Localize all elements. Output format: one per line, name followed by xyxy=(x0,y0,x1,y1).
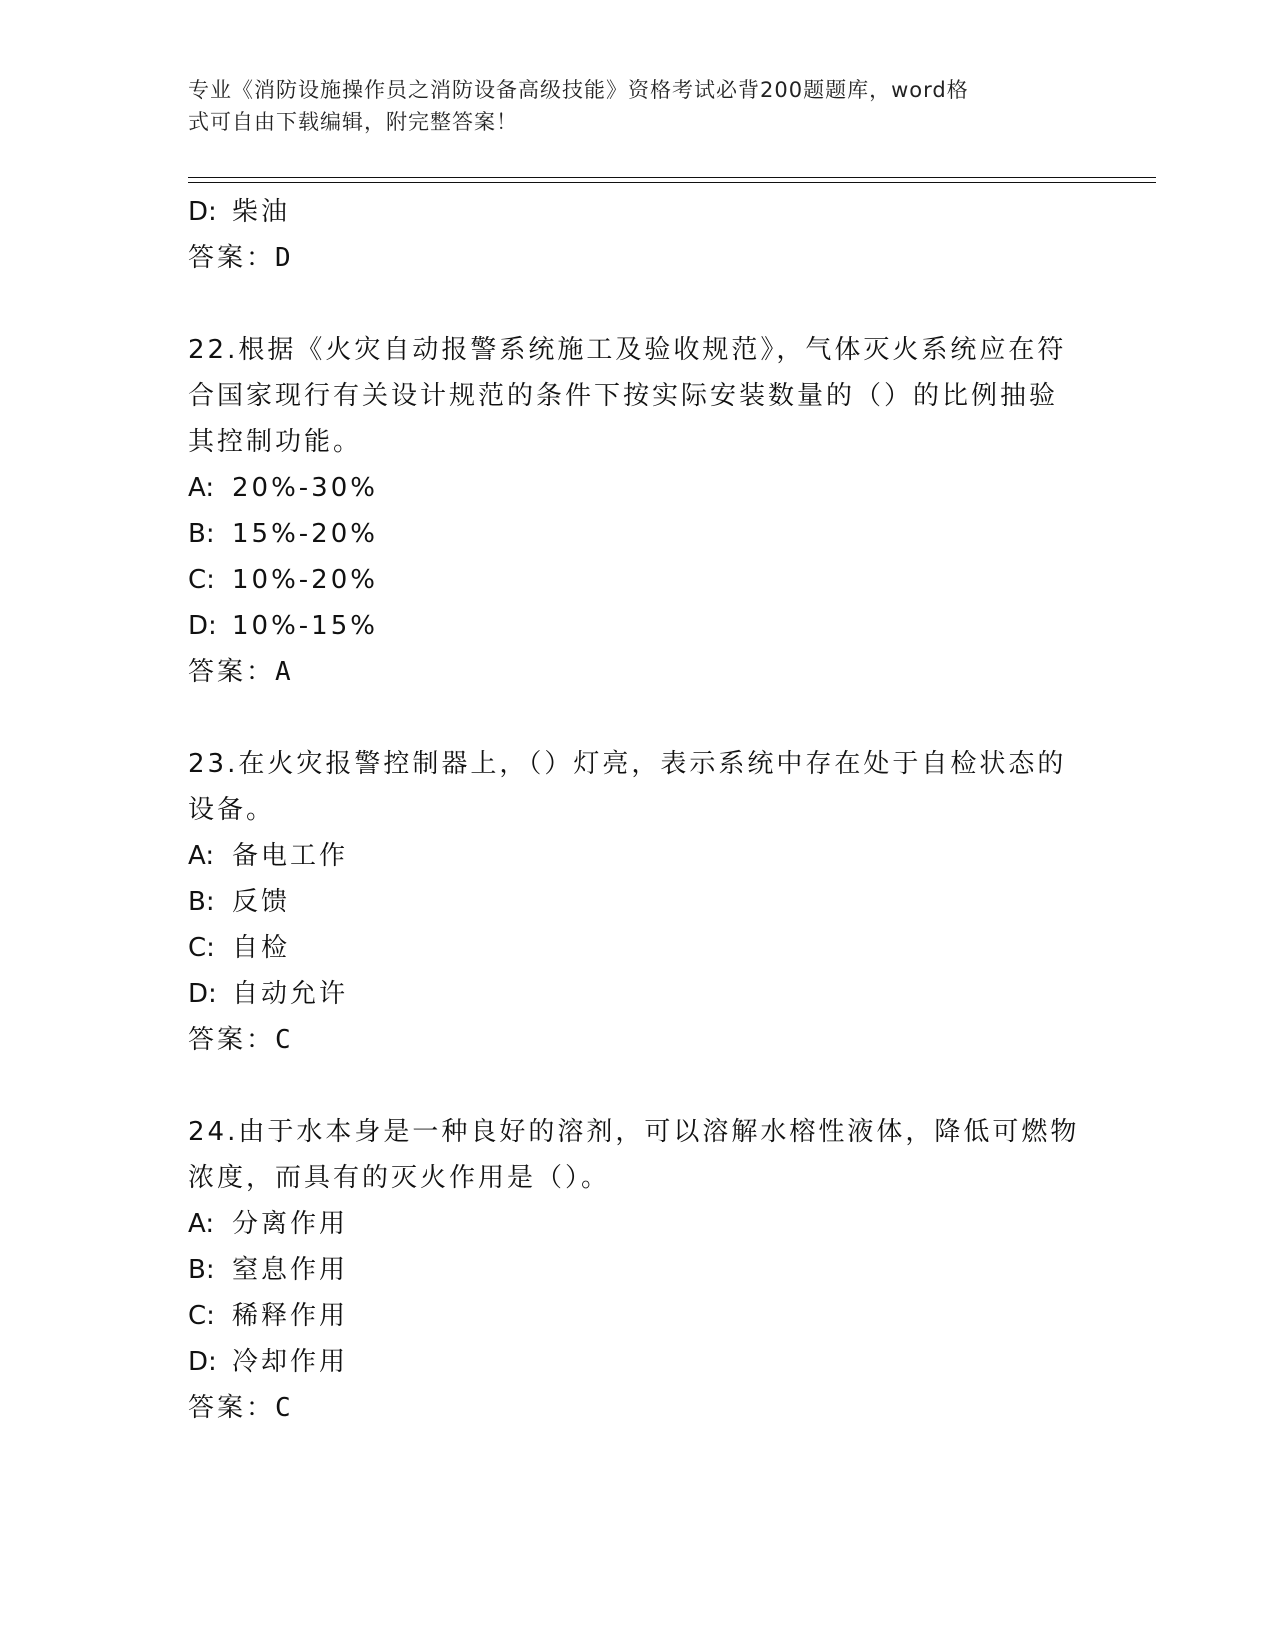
option-d xyxy=(188,971,1088,1017)
option-text: 分离作用 xyxy=(232,1209,349,1239)
header-divider-top xyxy=(188,177,1156,178)
option-letter: B: xyxy=(188,519,215,549)
option-letter: C: xyxy=(188,933,215,963)
question-24 xyxy=(188,1109,1088,1431)
previous-answer xyxy=(188,235,1088,281)
option-a xyxy=(188,1201,1088,1247)
option-text: 15%-20% xyxy=(232,519,378,549)
option-letter: D: xyxy=(188,1347,217,1377)
option-text: 自检 xyxy=(232,933,291,963)
option-text: 稀释作用 xyxy=(232,1301,349,1331)
option-c xyxy=(188,925,1088,971)
option-text: 窒息作用 xyxy=(232,1255,349,1285)
option-text: 20%-30% xyxy=(232,473,378,503)
question-text-line: 23.在火灾报警控制器上，（）灯亮，表示系统中存在处于自检状态的 xyxy=(188,749,1067,779)
header-divider-bottom xyxy=(188,182,1156,183)
answer-value: C xyxy=(275,1025,291,1055)
question-text-line: 设备。 xyxy=(188,795,276,825)
answer-line xyxy=(188,1385,1088,1431)
answer-line xyxy=(188,649,1088,695)
option-a xyxy=(188,465,1088,511)
option-c xyxy=(188,557,1088,603)
header-line-1: 专业《消防设施操作员之消防设备高级技能》资格考试必背200题题库，word格 xyxy=(188,78,969,102)
option-d xyxy=(188,603,1088,649)
answer-label: 答案： xyxy=(188,1393,276,1423)
answer-value: C xyxy=(275,1393,291,1423)
option-text: 冷却作用 xyxy=(232,1347,349,1377)
answer-value: D xyxy=(275,243,291,273)
option-letter: A: xyxy=(188,1209,215,1239)
question-text-line: 22.根据《火灾自动报警系统施工及验收规范》，气体灭火系统应在符 xyxy=(188,335,1067,365)
option-text: 自动允许 xyxy=(232,979,349,1009)
option-d xyxy=(188,1339,1088,1385)
answer-label: 答案： xyxy=(188,243,276,273)
option-letter: D: xyxy=(188,979,217,1009)
option-text: 柴油 xyxy=(232,197,291,227)
option-b xyxy=(188,511,1088,557)
question-text-line: 24.由于水本身是一种良好的溶剂，可以溶解水榕性液体，降低可燃物 xyxy=(188,1117,1080,1147)
option-text: 10%-20% xyxy=(232,565,378,595)
option-text: 反馈 xyxy=(232,887,291,917)
option-b xyxy=(188,879,1088,925)
answer-label: 答案： xyxy=(188,1025,276,1055)
question-content xyxy=(188,189,1088,1431)
answer-line xyxy=(188,1017,1088,1063)
option-letter: B: xyxy=(188,887,215,917)
question-text-line: 合国家现行有关设计规范的条件下按实际安装数量的（）的比例抽验 xyxy=(188,381,1059,411)
header-line-2: 式可自由下载编辑，附完整答案！ xyxy=(188,110,518,134)
answer-value: A xyxy=(275,657,291,687)
question-22 xyxy=(188,327,1088,695)
question-text-line: 浓度，而具有的灭火作用是（）。 xyxy=(188,1163,611,1193)
option-letter: A: xyxy=(188,841,215,871)
option-text: 10%-15% xyxy=(232,611,378,641)
option-a xyxy=(188,833,1088,879)
option-letter: C: xyxy=(188,565,215,595)
option-c xyxy=(188,1293,1088,1339)
option-letter: D: xyxy=(188,611,217,641)
option-b xyxy=(188,1247,1088,1293)
option-letter: B: xyxy=(188,1255,215,1285)
option-letter: D: xyxy=(188,197,217,227)
question-text-line: 其控制功能。 xyxy=(188,427,363,457)
previous-option-d xyxy=(188,189,1088,235)
page-header xyxy=(188,74,1068,138)
option-text: 备电工作 xyxy=(232,841,349,871)
option-letter: C: xyxy=(188,1301,215,1331)
answer-label: 答案： xyxy=(188,657,276,687)
option-letter: A: xyxy=(188,473,215,503)
question-23 xyxy=(188,741,1088,1063)
